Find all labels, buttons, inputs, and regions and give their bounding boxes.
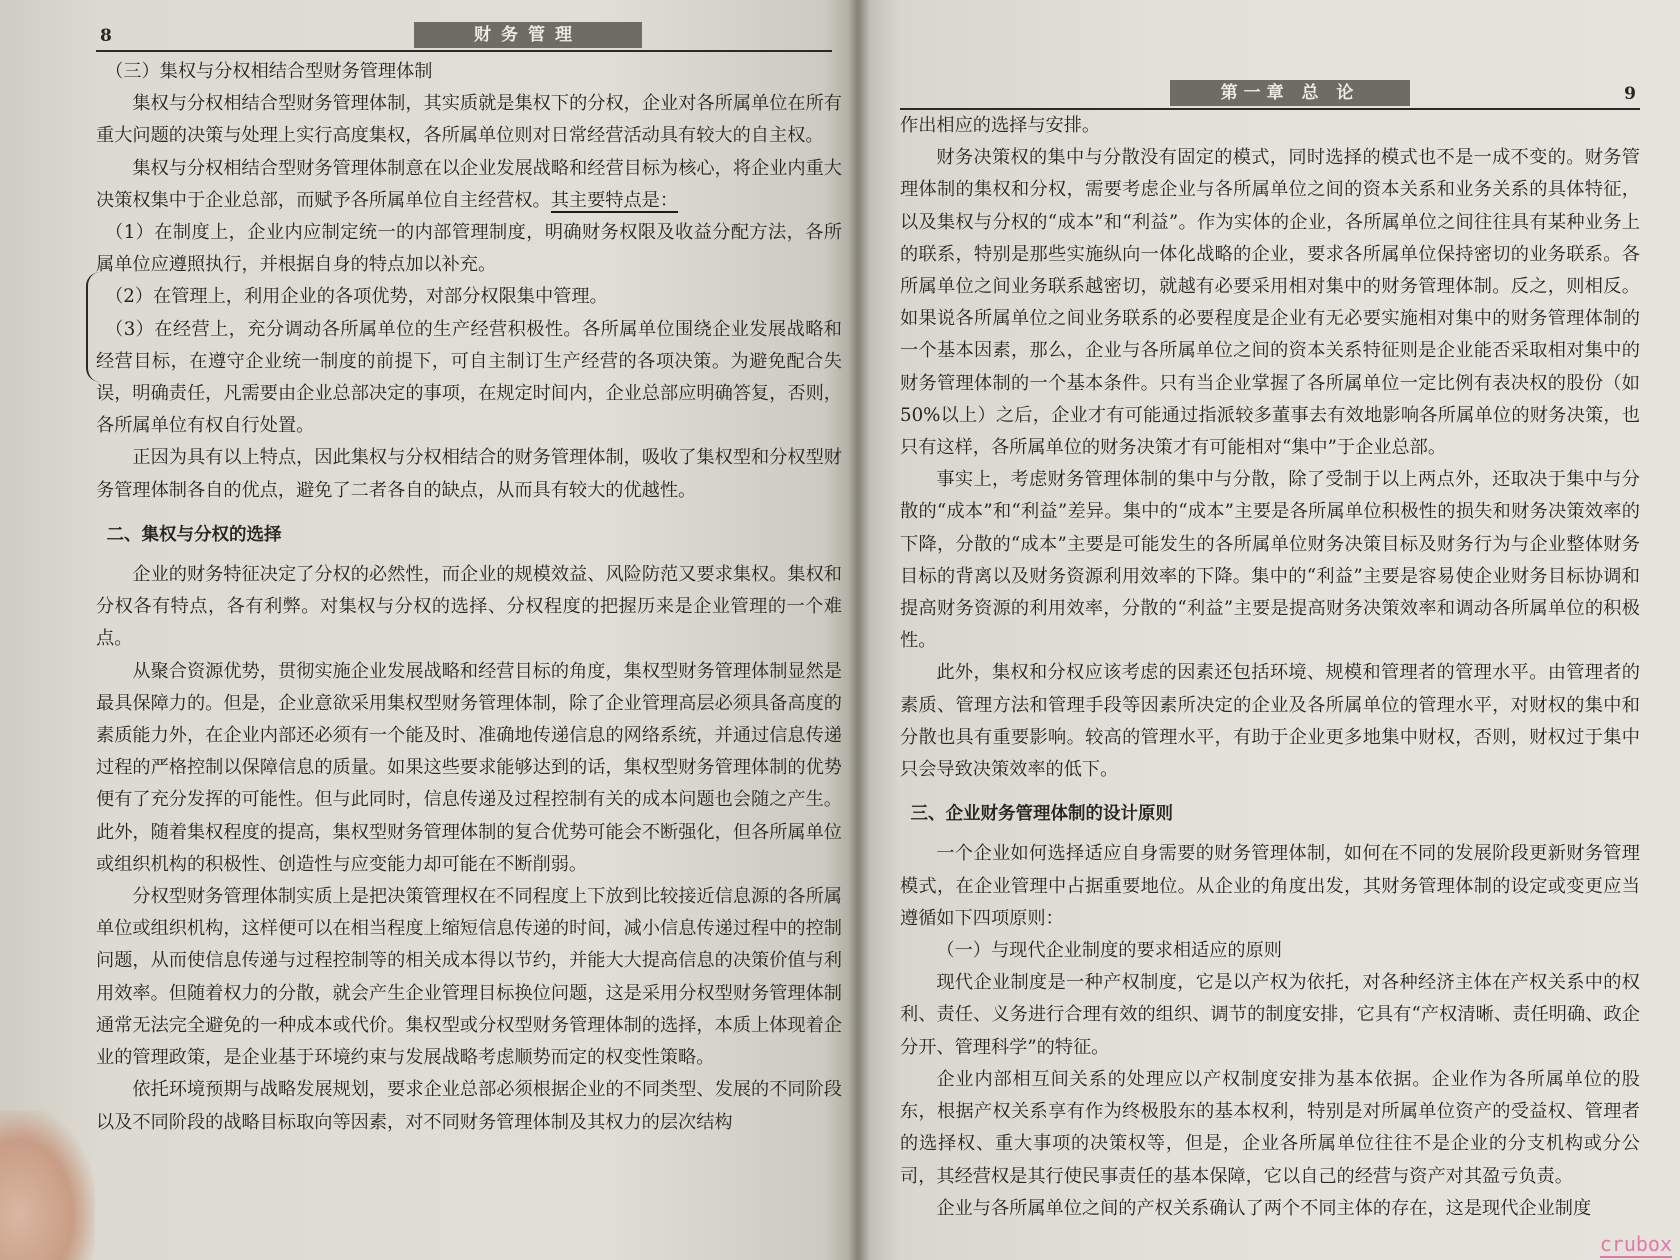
paragraph: 依托环境预期与战略发展规划，要求企业总部必须根据企业的不同类型、发展的不同阶段以及不同阶段的战略目标取向等因素，对不同财务管理体制及其权力的层次结构 <box>96 1079 842 1133</box>
paragraph: 财务决策权的集中与分散没有固定的模式，同时选择的模式也不是一成不变的。财务管理体制的集权和分权，需要考虑企业与各所属单位之间的资本关系和业务关系的具体特征，以及集权与分权的“成本”和“利益”。作为实体的企业，各所属单位之间往往具有某种业务上的联系，特别是那些实施纵向一体化战略的企业，要求各所属单位保持密切的业务联系。各所属单位之间业务联系越密切，就越有必要采用相对集中的财务管理体制。反之，则相反。如果说各所属单位之间业务联系的必要程度是企业有无必要实施相对集中的财务管理体制的一个基本因素，那么，企业与各所属单位之间的资本关系特征则是企业能否采取相对集中的财务管理体制的一个基本条件。只有当企业掌握了各所属单位一定比例有表决权的股份（如50%以上）之后，企业才有可能通过指派较多董事去有效地影响各所属单位的财务决策，也只有这样，各所属单位的财务决策才有可能相对“集中”于企业总部。 <box>900 147 1640 459</box>
left-page-number: 8 <box>100 26 112 46</box>
right-running-head <box>900 78 1640 110</box>
paragraph: 分权型财务管理体制实质上是把决策管理权在不同程度上下放到比较接近信息源的各所属单位或组织机构，这样便可以在相当程度上缩短信息传递的时间，减小信息传递过程中的控制问题，从而使信息传递与过程控制等的相关成本得以节约，并能大大提高信息的决策价值与利用效率。但随着权力的分散，就会产生企业管理目标换位问题，这是采用分权型财务管理体制通常无法完全避免的一种成本或代价。集权型或分权型财务管理体制的选择，本质上体现着企业的管理政策，是企业基于环境约束与发展战略考虑顺势而定的权变性策略。 <box>96 886 842 1069</box>
section-heading: 三、企业财务管理体制的设计原则 <box>910 804 1173 825</box>
left-page-text <box>96 56 842 1139</box>
book-gutter <box>848 0 870 1260</box>
paragraph <box>96 153 842 217</box>
paragraph: 企业与各所属单位之间的产权关系确认了两个不同主体的存在，这是现代企业制度 <box>936 1197 1592 1219</box>
paragraph: 事实上，考虑财务管理体制的集中与分散，除了受制于以上两点外，还取决于集中与分散的“成本”和“利益”差异。集中的“成本”主要是各所属单位积极性的损失和财务决策效率的下降，分散的“成本”主要是可能发生的各所属单位财务决策目标及财务行为与企业整体财务目标的背离以及财务资源利用效率的下降。集中的“利益”主要是容易使企业财务目标协调和提高财务资源的利用效率，分散的“利益”主要是提高财务决策效率和调动各所属单位的积极性。 <box>900 469 1640 652</box>
paragraph: 现代企业制度是一种产权制度，它是以产权为依托，对各种经济主体在产权关系中的权利、责任、义务进行合理有效的组织、调节的制度安排，它具有“产权清晰、责任明确、政企分开、管理科学”的特征。 <box>900 972 1640 1058</box>
paragraph: 作出相应的选择与安排。 <box>900 115 1101 136</box>
watermark-text: crubox <box>1599 1232 1672 1256</box>
paragraph: 企业的财务特征决定了分权的必然性，而企业的规模效益、风险防范又要求集权。集权和分权各有特点，各有利弊。对集权与分权的选择、分权程度的把握历来是企业管理的一个难点。 <box>96 564 842 650</box>
left-running-head <box>96 20 832 52</box>
right-page-text <box>900 110 1640 1225</box>
list-item: （3）在经营上，充分调动各所属单位的生产经营积极性。各所属单位围绕企业发展战略和经营目标，在遵守企业统一制度的前提下，可自主制订生产经营的各项决策。为避免配合失误，明确责任，凡需要由企业总部决定的事项，在规定时间内，企业总部应明确答复，否则，各所属单位有权自行处置。 <box>96 318 842 437</box>
right-page-number: 9 <box>1624 84 1636 104</box>
right-running-title: 第一章 总 论 <box>1170 80 1410 106</box>
list-item: （1）在制度上，企业内应制定统一的内部管理制度，明确财务权限及收益分配方法，各所属单位应遵照执行，并根据自身的特点加以补充。 <box>96 222 842 276</box>
paragraph: 一个企业如何选择适应自身需要的财务管理体制，如何在不同的发展阶段更新财务管理模式，在企业管理中占据重要地位。从企业的角度出发，其财务管理体制的设定或变更应当遵循如下四项原则： <box>900 843 1640 929</box>
section-heading: 二、集权与分权的选择 <box>106 524 282 545</box>
paragraph-text: 集权与分权相结合型财务管理体制意在以企业发展战略和经营目标为核心，将企业内重大决策权集中于企业总部，而赋予各所属单位自主经营权。 <box>96 157 842 211</box>
subsection-heading: （三）集权与分权相结合型财务管理体制 <box>105 61 433 82</box>
paragraph: 企业内部相互间关系的处理应以产权制度安排为基本依据。企业作为各所属单位的股东，根据产权关系享有作为终极股东的基本权利，特别是对所属单位资产的受益权、管理者的选择权、重大事项的决策权等，但是，企业各所属单位往往不是企业的分支机构或分公司，其经营权是其行使民事责任的基本保障，它以自己的经营与资产对其盈亏负责。 <box>900 1068 1640 1187</box>
right-page <box>858 0 1680 1260</box>
paragraph: 正因为具有以上特点，因此集权与分权相结合的财务管理体制，吸收了集权型和分权型财务管理体制各自的优点，避免了二者各自的缺点，从而具有较大的优越性。 <box>96 447 842 501</box>
list-item: （2）在管理上，利用企业的各项优势，对部分权限集中管理。 <box>105 286 608 308</box>
subsection-heading: （一）与现代企业制度的要求相适应的原则 <box>936 940 1282 962</box>
paragraph: 此外，集权和分权应该考虑的因素还包括环境、规模和管理者的管理水平。由管理者的素质、管理方法和管理手段等因素所决定的企业及各所属单位的管理水平，对财权的集中和分散也具有重要影响。较高的管理水平，有助于企业更多地集中财权，否则，财权过于集中只会导致决策效率的低下。 <box>900 662 1640 781</box>
paragraph: 集权与分权相结合型财务管理体制，其实质就是集权下的分权，企业对各所属单位在所有重大问题的决策与处理上实行高度集权，各所属单位则对日常经营活动具有较大的自主权。 <box>96 93 842 147</box>
left-running-title: 财务管理 <box>414 22 642 48</box>
handwritten-bracket-mark <box>86 272 118 382</box>
thumb-shadow <box>0 1110 95 1260</box>
handwritten-underline-text: 其主要特点是： <box>550 189 679 211</box>
paragraph: 从聚合资源优势，贯彻实施企业发展战略和经营目标的角度，集权型财务管理体制显然是最具保障力的。但是，企业意欲采用集权型财务管理体制，除了企业管理高层必须具备高度的素质能力外，在企业内部还必须有一个能及时、准确地传递信息的网络系统，并通过信息传递过程的严格控制以保障信息的质量。如果这些要求能够达到的话，集权型财务管理体制的优势便有了充分发挥的可能性。但与此同时，信息传递及过程控制有关的成本问题也会随之产生。此外，随着集权程度的提高，集权型财务管理体制的复合优势可能会不断强化，但各所属单位或组织机构的积极性、创造性与应变能力却可能在不断削弱。 <box>96 660 842 875</box>
